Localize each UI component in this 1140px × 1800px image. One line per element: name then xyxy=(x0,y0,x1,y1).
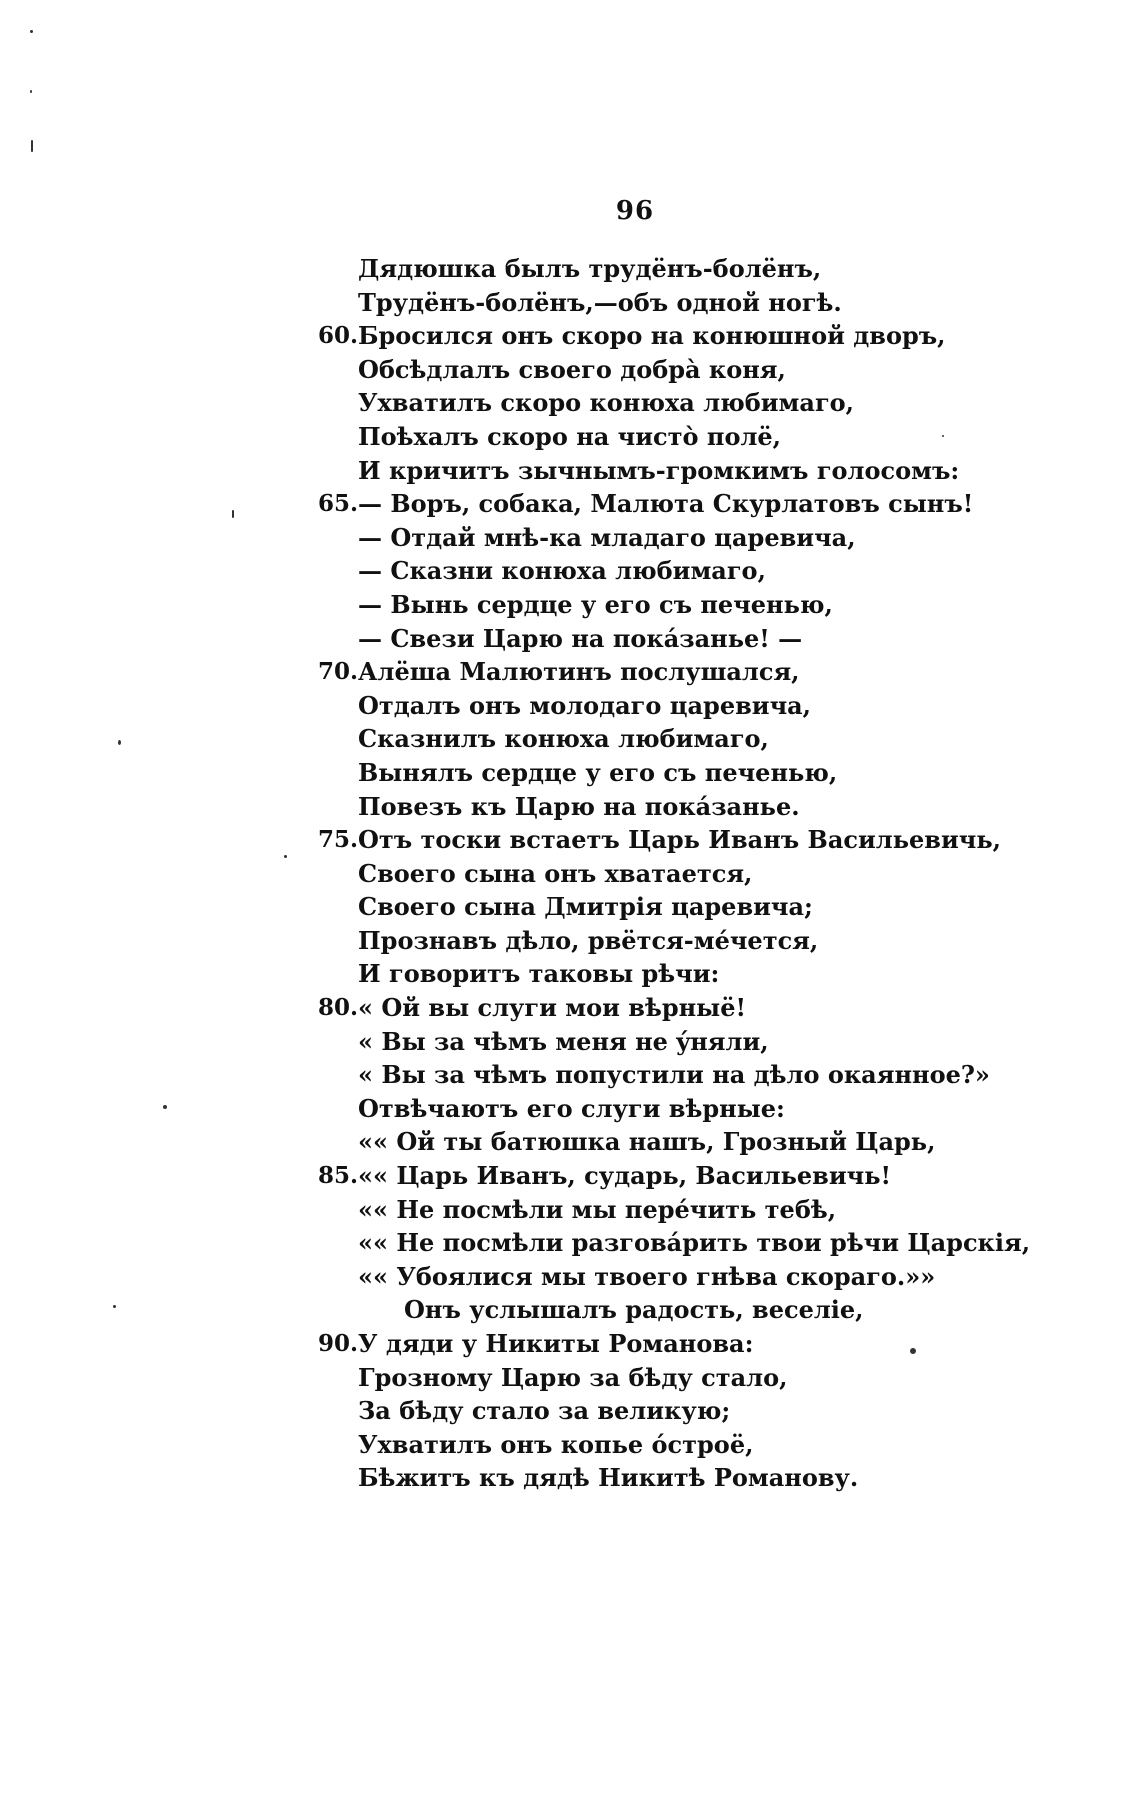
scan-speck xyxy=(910,1348,916,1354)
line-text: Вынялъ сердце у его съ печенью, xyxy=(358,757,838,787)
poem-line xyxy=(300,588,1000,622)
line-text: — Свези Царю на покáзанье! — xyxy=(358,623,803,653)
poem-line xyxy=(300,1025,1000,1059)
line-text: Алёша Малютинъ послушался, xyxy=(358,657,800,687)
line-text: Дядюшка былъ трудёнъ-болёнъ, xyxy=(358,254,822,283)
line-number: 75. xyxy=(317,826,358,854)
poem-line xyxy=(300,454,1000,488)
scan-speck xyxy=(31,140,33,152)
scan-speck xyxy=(113,1305,116,1308)
poem-line xyxy=(300,319,1000,353)
scan-speck xyxy=(118,740,121,745)
poem-line xyxy=(300,1092,1000,1126)
line-text: Грозному Царю за бѣду стало, xyxy=(358,1362,788,1392)
poem-line xyxy=(300,924,1000,958)
line-text: И кричитъ зычнымъ-громкимъ голосомъ: xyxy=(358,455,960,485)
poem-line xyxy=(300,722,1000,756)
line-text: «« Не посмѣли разговáрить твои рѣчи Царскія, xyxy=(358,1228,1031,1258)
poem-line xyxy=(300,1159,1000,1193)
poem-line xyxy=(300,1327,1000,1361)
poem-line xyxy=(300,353,1000,387)
line-text: — Воръ, собака, Малюта Скурлатовъ сынъ! xyxy=(358,489,974,519)
line-text: « Ой вы слуги мои вѣрныё! xyxy=(358,993,747,1023)
poem-line xyxy=(300,991,1000,1025)
poem-line xyxy=(300,1058,1000,1092)
line-text: Повезъ къ Царю на покáзанье. xyxy=(358,791,800,821)
poem-line xyxy=(300,1293,1000,1327)
scan-speck xyxy=(284,855,287,858)
line-text: «« Не посмѣли мы перéчить тебѣ, xyxy=(358,1194,837,1224)
poem-line xyxy=(300,1428,1000,1462)
line-text: Ухватилъ онъ копье óстроё, xyxy=(358,1429,754,1459)
line-text: Своего сына онъ хватается, xyxy=(358,858,753,888)
line-text: За бѣду стало за великую; xyxy=(358,1396,731,1426)
line-text: Трудёнъ-болёнъ,—объ одной ногѣ. xyxy=(358,287,842,317)
line-text: У дяди у Никиты Романова: xyxy=(358,1329,754,1358)
line-text: Отвѣчаютъ его слуги вѣрные: xyxy=(358,1093,785,1123)
poem-line xyxy=(300,420,1000,454)
poem-line xyxy=(300,756,1000,790)
poem-line xyxy=(300,890,1000,924)
poem-line xyxy=(300,487,1000,521)
line-text: Своего сына Дмитрія царевича; xyxy=(358,892,813,922)
poem-line xyxy=(300,521,1000,555)
line-number: 60. xyxy=(317,322,358,350)
scan-speck xyxy=(942,435,944,437)
poem-line xyxy=(300,622,1000,656)
poem-line xyxy=(300,252,1000,286)
poem-line xyxy=(300,655,1000,689)
line-text: «« Царь Иванъ, сударь, Васильевичь! xyxy=(358,1161,892,1191)
scan-speck xyxy=(232,510,234,518)
poem-line xyxy=(300,1461,1000,1495)
poem-line xyxy=(300,1361,1000,1395)
line-number: 90. xyxy=(317,1330,358,1357)
line-text: «« Ой ты батюшка нашъ, Грозный Царь, xyxy=(358,1127,936,1157)
poem-line xyxy=(300,554,1000,588)
poem-line xyxy=(300,286,1000,320)
poem-line xyxy=(300,386,1000,420)
line-text: Бросился онъ скоро на конюшной дворъ, xyxy=(358,321,946,351)
scan-speck xyxy=(163,1105,167,1109)
line-text: Сказнилъ конюха любимаго, xyxy=(358,724,769,754)
line-number: 65. xyxy=(317,490,358,518)
line-number: 70. xyxy=(317,658,358,686)
line-text: Отъ тоски встаетъ Царь Иванъ Васильевичь, xyxy=(358,825,1001,855)
line-number: 85. xyxy=(317,1162,358,1190)
line-text: «« Убоялися мы твоего гнѣва скораго.»» xyxy=(358,1261,936,1291)
line-text: Обсѣдлалъ своего добрà коня, xyxy=(358,354,786,384)
scan-speck xyxy=(30,30,33,33)
poem-line xyxy=(300,1394,1000,1428)
poem-line xyxy=(300,1125,1000,1159)
line-text: Поѣхалъ скоро на чистò полё, xyxy=(358,421,781,451)
line-text: « Вы за чѣмъ меня не ýняли, xyxy=(358,1026,769,1056)
poem-line xyxy=(300,1226,1031,1260)
line-text: Онъ услышалъ радость, веселіе, xyxy=(404,1295,864,1325)
poem-line xyxy=(300,790,1000,824)
poem-line xyxy=(300,823,1000,857)
line-text: « Вы за чѣмъ попустили на дѣло окаянное?» xyxy=(358,1060,990,1090)
poem-line xyxy=(300,957,1000,991)
poem-line xyxy=(300,857,1000,891)
line-text: — Отдай мнѣ-ка младаго царевича, xyxy=(358,522,856,552)
line-text: Бѣжитъ къ дядѣ Никитѣ Романову. xyxy=(358,1463,859,1493)
poem-line xyxy=(300,1193,1000,1227)
scan-speck xyxy=(30,90,32,93)
poem-line xyxy=(300,1260,1000,1294)
line-text: Отдалъ онъ молодаго царевича, xyxy=(358,690,812,720)
line-text: — Вынь сердце у его съ печенью, xyxy=(358,589,833,619)
line-number: 80. xyxy=(317,994,358,1022)
line-text: Прознавъ дѣло, рвётся-мéчется, xyxy=(358,925,819,955)
poem-text xyxy=(300,252,1031,1495)
line-text: Ухватилъ скоро конюха любимаго, xyxy=(358,388,855,418)
poem-line xyxy=(300,689,1000,723)
line-text: И говоритъ таковы рѣчи: xyxy=(358,959,720,989)
page-number: 96 xyxy=(615,196,655,226)
line-text: — Сказни конюха любимаго, xyxy=(358,556,766,586)
